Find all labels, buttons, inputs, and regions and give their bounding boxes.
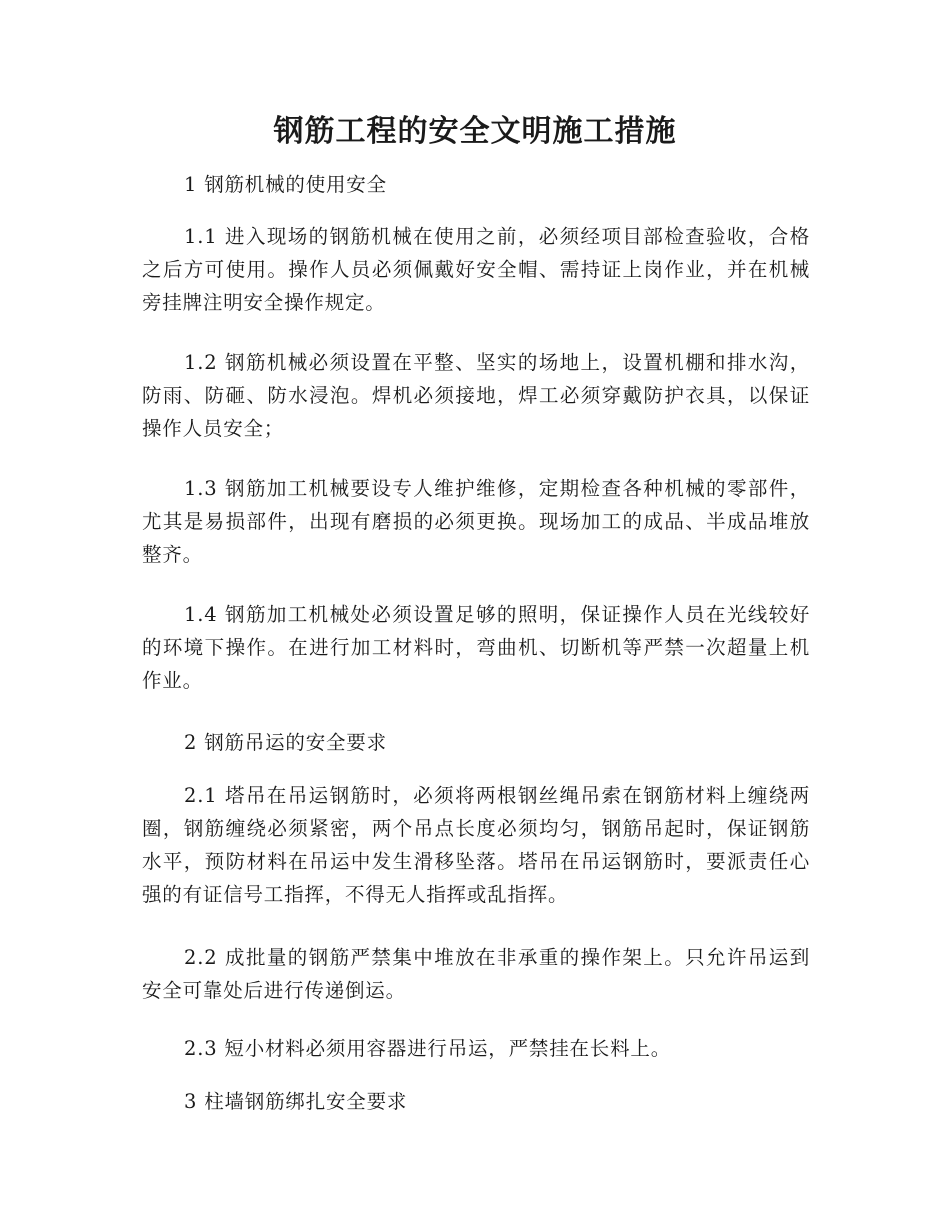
paragraph-2-3: 2.3 短小材料必须用容器进行吊运，严禁挂在长料上。 (184, 1037, 672, 1060)
page-title: 钢筋工程的安全文明施工措施 (273, 114, 677, 149)
paragraph-1-2: 1.2 钢筋机械必须设置在平整、坚实的场地上，设置机棚和排水沟，防雨、防砸、防水浸泡。焊机必须接地，焊工必须穿戴防护衣具，以保证操作人员安全； (142, 351, 810, 440)
paragraph-2-2: 2.2 成批量的钢筋严禁集中堆放在非承重的操作架上。只允许吊运到安全可靠处后进行传递倒运。 (142, 946, 810, 1002)
paragraph-1-3: 1.3 钢筋加工机械要设专人维护维修，定期检查各种机械的零部件，尤其是易损部件，出现有磨损的必须更换。现场加工的成品、半成品堆放整齐。 (142, 477, 810, 566)
paragraph-1-1: 1.1 进入现场的钢筋机械在使用之前，必须经项目部检查验收，合格之后方可使用。操作人员必须佩戴好安全帽、需持证上岗作业，并在机械旁挂牌注明安全操作规定。 (142, 225, 810, 314)
section-heading-3: 3 柱墙钢筋绑扎安全要求 (184, 1090, 408, 1113)
paragraph-2-1: 2.1 塔吊在吊运钢筋时，必须将两根钢丝绳吊索在钢筋材料上缠绕两圈，钢筋缠绕必须紧密，两个吊点长度必须均匀，钢筋吊起时，保证钢筋水平，预防材料在吊运中发生滑移坠落。塔吊在吊运钢筋时，要派责任心强的有证信号工指挥，不得无人指挥或乱指挥。 (142, 784, 810, 906)
section-heading-2: 2 钢筋吊运的安全要求 (184, 731, 387, 754)
section-heading-1: 1 钢筋机械的使用安全 (184, 173, 387, 196)
paragraph-1-4: 1.4 钢筋加工机械处必须设置足够的照明，保证操作人员在光线较好的环境下操作。在进行加工材料时，弯曲机、切断机等严禁一次超量上机作业。 (142, 603, 810, 692)
